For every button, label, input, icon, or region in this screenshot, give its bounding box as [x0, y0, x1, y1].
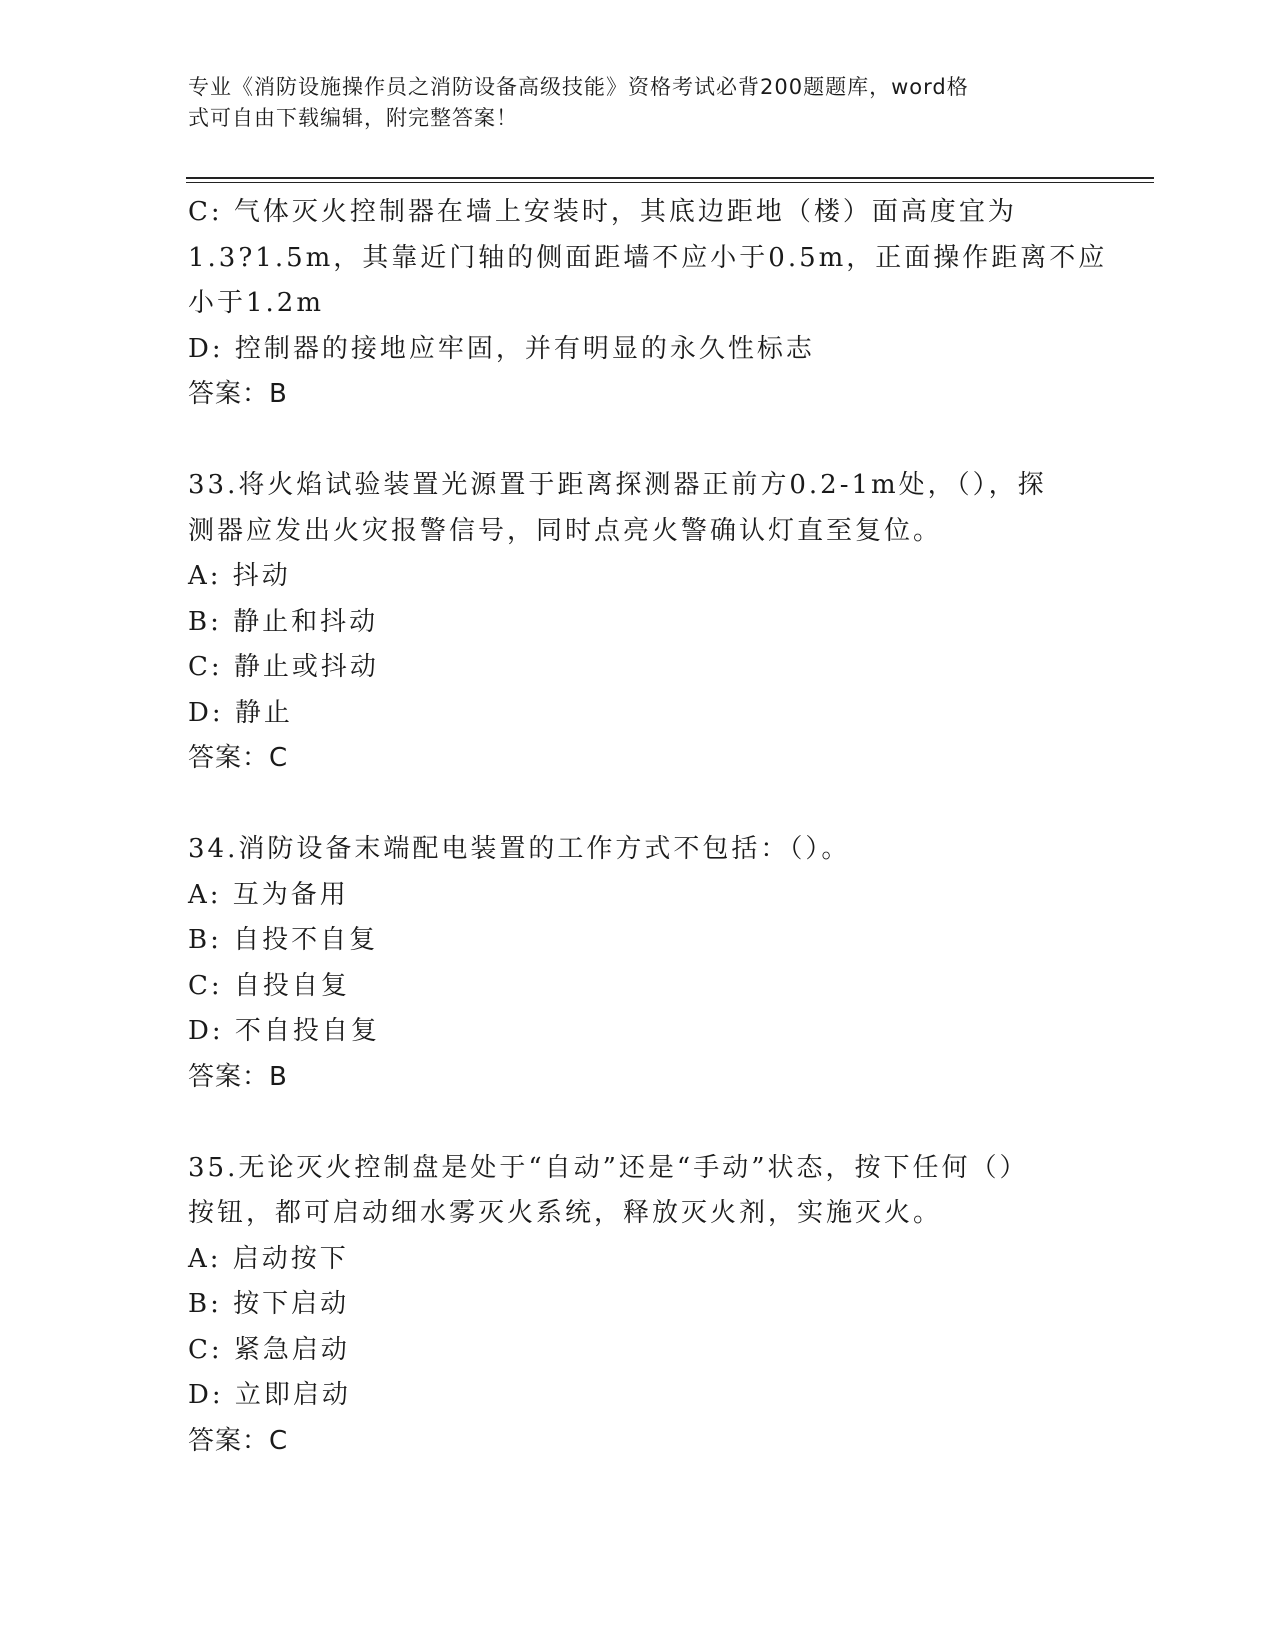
- option-b: B: 按下启动: [188, 1289, 350, 1319]
- question-34: [188, 827, 1068, 1100]
- question-32-continuation: [188, 190, 1108, 418]
- question-stem-line: 33.将火焰试验装置光源置于距离探测器正前方0.2-1m处，（），探: [188, 470, 1047, 500]
- question-stem-line: 35.无论灭火控制盘是处于“自动”还是“手动”状态，按下任何（）: [188, 1152, 1029, 1183]
- option-c: C: 紧急启动: [188, 1334, 350, 1365]
- header-line-2: 式可自由下载编辑，附完整答案！: [188, 106, 518, 130]
- option-d: D: 静止: [188, 697, 293, 728]
- question-stem-line: 测器应发出火灾报警信号，同时点亮火警确认灯直至复位。: [188, 515, 943, 546]
- question-content: [188, 190, 1108, 1464]
- option-b: B: 自投不自复: [188, 925, 379, 955]
- option-b: B: 静止和抖动: [188, 606, 379, 637]
- spacer: [188, 1100, 1068, 1146]
- spacer: [188, 418, 1068, 464]
- question-33: [188, 463, 1068, 782]
- answer: 答案：B: [188, 379, 288, 409]
- spacer: [188, 782, 1068, 828]
- option-d: D: 立即启动: [188, 1380, 351, 1410]
- answer: 答案：B: [188, 1061, 288, 1092]
- header-line-1: 专业《消防设施操作员之消防设备高级技能》资格考试必背200题题库，word格: [188, 75, 969, 99]
- question-stem-line: 按钮，都可启动细水雾灭火系统，释放灭火剂，实施灭火。: [188, 1198, 943, 1228]
- option-c-line: C: 气体灭火控制器在墙上安装时，其底边距地（楼）面高度宜为: [188, 197, 1017, 227]
- option-a: A: 启动按下: [188, 1243, 349, 1274]
- header-divider-thin: [186, 182, 1154, 183]
- page-header: [188, 72, 1068, 134]
- option-c-line: 小于1.2m: [188, 288, 325, 318]
- option-c-line: 1.3?1.5m，其靠近门轴的侧面距墙不应小于0.5m，正面操作距离不应: [188, 242, 1108, 273]
- option-c: C: 自投自复: [188, 970, 350, 1001]
- option-a: A: 互为备用: [188, 879, 349, 910]
- question-stem-line: 34.消防设备末端配电装置的工作方式不包括：（）。: [188, 834, 851, 864]
- option-a: A: 抖动: [188, 561, 291, 591]
- option-d: D: 不自投自复: [188, 1016, 380, 1046]
- option-d: D: 控制器的接地应牢固，并有明显的永久性标志: [188, 333, 815, 364]
- answer: 答案：C: [188, 743, 289, 773]
- header-divider-thick: [186, 177, 1154, 179]
- answer: 答案：C: [188, 1425, 289, 1456]
- option-c: C: 静止或抖动: [188, 652, 379, 682]
- question-35: [188, 1146, 1068, 1465]
